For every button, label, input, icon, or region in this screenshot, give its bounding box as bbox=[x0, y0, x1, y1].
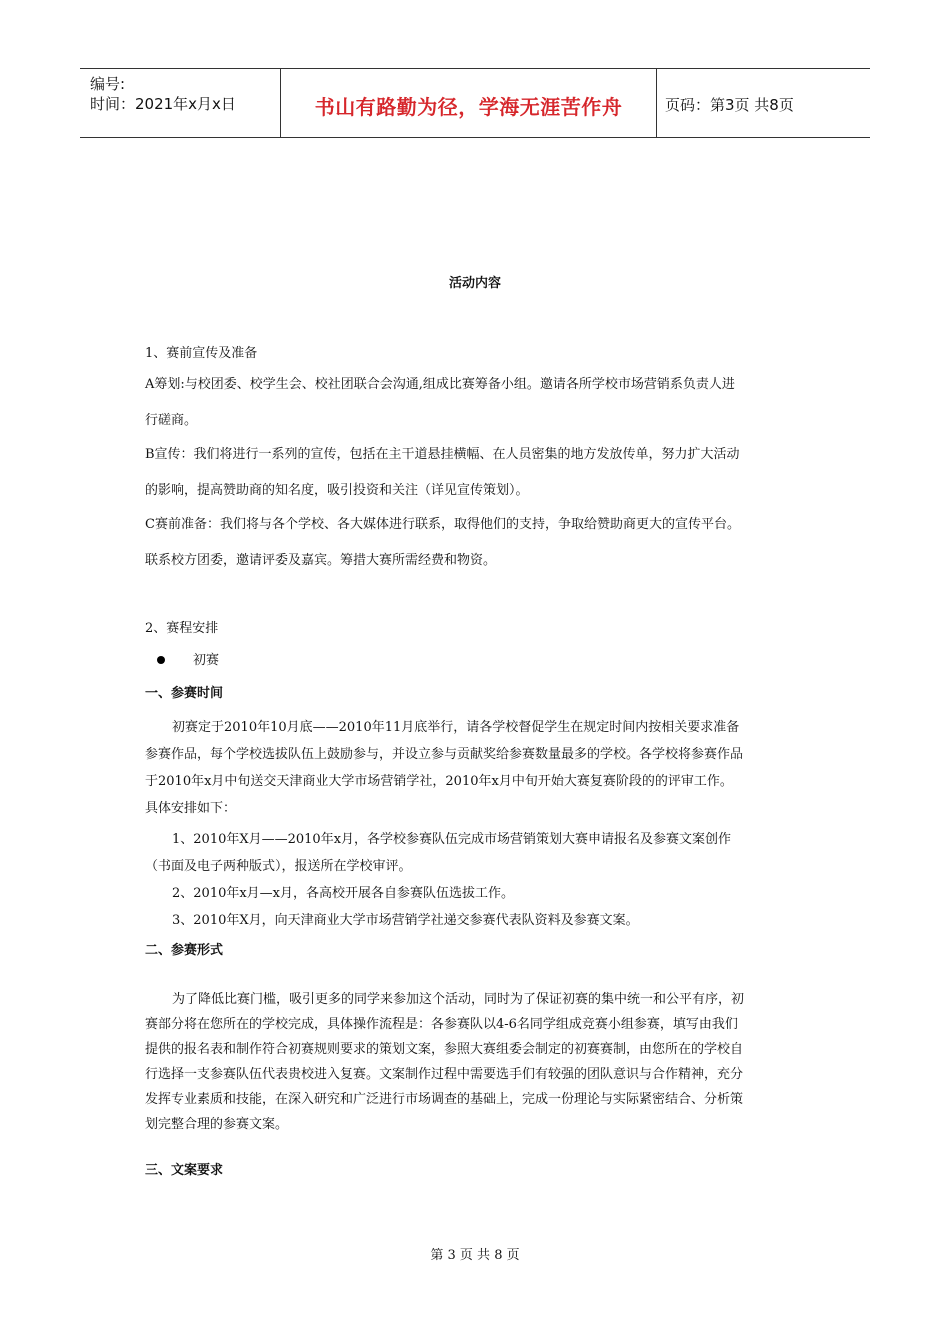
section1-heading: 1、赛前宣传及准备 bbox=[145, 346, 258, 361]
section1-c-line2: 联系校方团委，邀请评委及嘉宾。筹措大赛所需经费和物资。 bbox=[145, 553, 497, 568]
time-label: 时间：2021年x月x日 bbox=[90, 95, 236, 113]
sub1-line: 2、2010年x月—x月，各高校开展各自参赛队伍选拔工作。 bbox=[172, 886, 515, 901]
header-middle-cell bbox=[280, 69, 657, 137]
header-left-cell bbox=[80, 69, 280, 137]
sub1-line: 1、2010年X月——2010年x月，各学校参赛队伍完成市场营销策划大赛申请报名及参赛文案创作 bbox=[172, 832, 732, 847]
header-motto: 书山有路勤为径，学海无涯苦作舟 bbox=[314, 95, 623, 119]
sub2-line: 为了降低比赛门槛，吸引更多的同学来参加这个活动，同时为了保证初赛的集中统一和公平有序，初 bbox=[172, 992, 745, 1007]
section1-a-line2: 行磋商。 bbox=[145, 413, 198, 428]
section1-a-line1: A筹划:与校团委、校学生会、校社团联合会沟通,组成比赛筹备小组。邀请各所学校市场营销系负责人进 bbox=[145, 377, 735, 392]
section1-c-line1: C赛前准备：我们将与各个学校、各大媒体进行联系，取得他们的支持，争取给赞助商更大的宣传平台。 bbox=[145, 517, 740, 532]
page-header bbox=[80, 68, 870, 138]
sub2-line: 赛部分将在您所在的学校完成，具体操作流程是：各参赛队以4-6名同学组成竞赛小组参赛，填写由我们 bbox=[145, 1017, 738, 1032]
sub1-line: 于2010年x月中旬送交天津商业大学市场营销学社，2010年x月中旬开始大赛复赛阶段的的评审工作。 bbox=[145, 774, 733, 789]
sub2-line: 发挥专业素质和技能，在深入研究和广泛进行市场调查的基础上，完成一份理论与实际紧密结合、分析策 bbox=[145, 1092, 744, 1107]
page-title: 活动内容 bbox=[448, 276, 501, 291]
sub3-heading: 三、文案要求 bbox=[145, 1163, 224, 1178]
bullet-item-preliminary: 初赛 bbox=[193, 653, 220, 668]
sub2-heading: 二、参赛形式 bbox=[145, 943, 224, 958]
bullet-dot-icon bbox=[157, 656, 165, 664]
header-page-code: 页码：第3页 共8页 bbox=[665, 96, 794, 114]
sub1-heading: 一、参赛时间 bbox=[145, 686, 224, 701]
sub1-line: （书面及电子两种版式），报送所在学校审评。 bbox=[145, 859, 412, 874]
section1-b-line1: B宣传：我们将进行一系列的宣传，包括在主干道悬挂横幅、在人员密集的地方发放传单，努力扩大活动 bbox=[145, 447, 740, 462]
sub2-line: 行选择一支参赛队伍代表贵校进入复赛。文案制作过程中需要选手们有较强的团队意识与合作精神，充分 bbox=[145, 1067, 744, 1082]
sub1-line: 3、2010年X月，向天津商业大学市场营销学社递交参赛代表队资料及参赛文案。 bbox=[172, 913, 639, 928]
number-label: 编号: bbox=[90, 75, 126, 93]
header-right-cell bbox=[655, 69, 870, 137]
sub2-line: 划完整合理的参赛文案。 bbox=[145, 1117, 289, 1132]
sub1-line: 具体安排如下： bbox=[145, 801, 237, 816]
page-footer: 第 3 页 共 8 页 bbox=[430, 1248, 520, 1263]
sub1-line: 参赛作品，每个学校选拔队伍上鼓励参与，并设立参与贡献奖给参赛数量最多的学校。各学校将参赛作品 bbox=[145, 747, 744, 762]
section1-b-line2: 的影响，提高赞助商的知名度，吸引投资和关注（详见宣传策划）。 bbox=[145, 483, 529, 498]
section2-heading: 2、赛程安排 bbox=[145, 621, 219, 636]
sub2-line: 提供的报名表和制作符合初赛规则要求的策划文案，参照大赛组委会制定的初赛赛制，由您所在的学校自 bbox=[145, 1042, 744, 1057]
sub1-line: 初赛定于2010年10月底——2010年11月底举行，请各学校督促学生在规定时间内按相关要求准备 bbox=[172, 720, 740, 735]
